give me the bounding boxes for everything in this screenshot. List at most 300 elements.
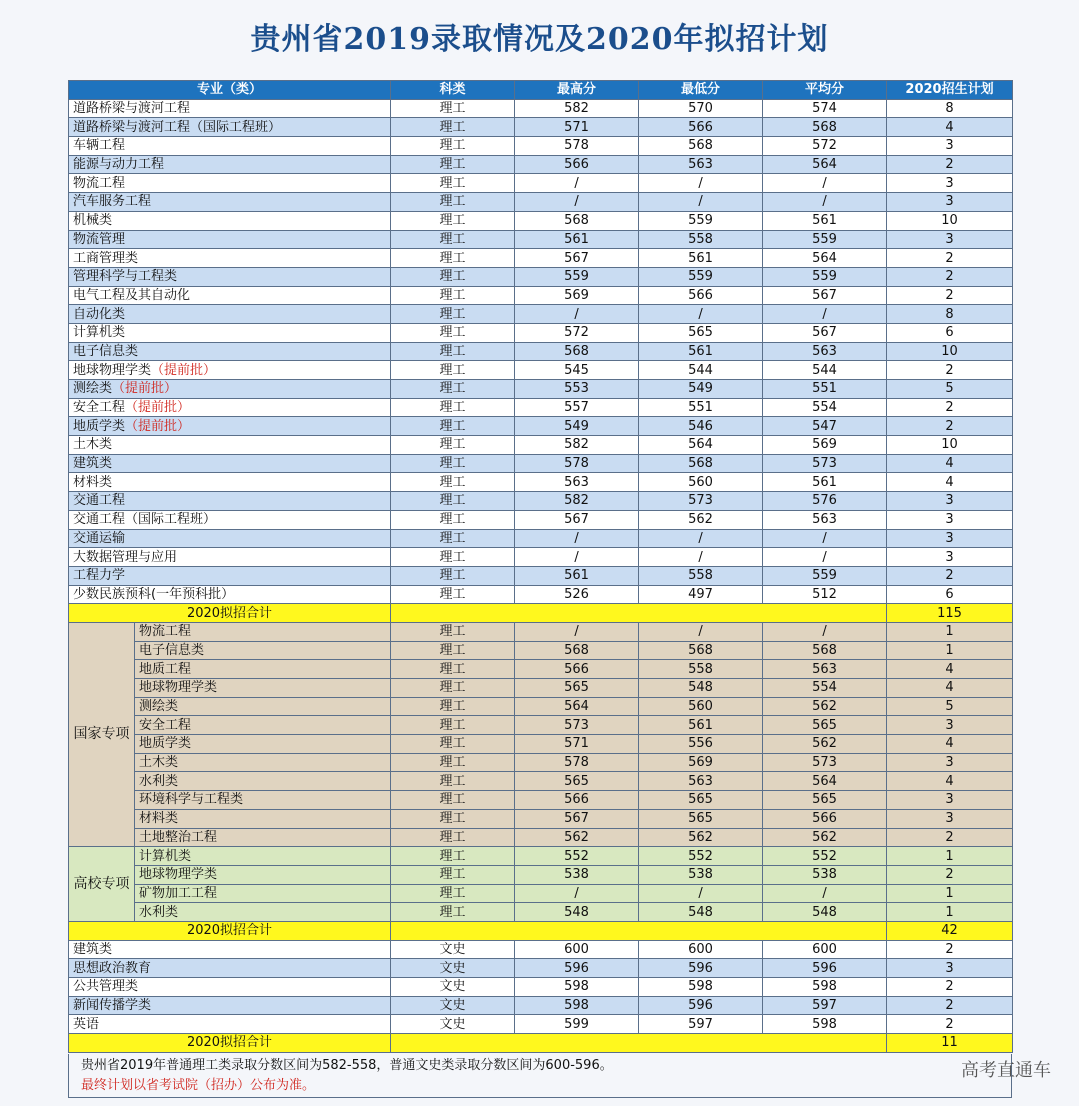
major-name: 地球物理学类	[73, 362, 152, 378]
cell-max: 578	[515, 753, 639, 772]
cell-major: 物流工程	[135, 622, 391, 641]
cell-min: 544	[639, 361, 763, 380]
cell-category: 理工	[391, 622, 515, 641]
cell-major	[69, 473, 391, 492]
cell-avg: 548	[763, 903, 887, 922]
cell-max: /	[515, 193, 639, 212]
cell-max: 553	[515, 380, 639, 399]
table-row	[69, 978, 1013, 997]
cell-category: 理工	[391, 193, 515, 212]
cell-major	[69, 417, 391, 436]
table-row	[69, 99, 1013, 118]
total-value: 115	[887, 604, 1013, 623]
cell-avg: 565	[763, 716, 887, 735]
group-label: 国家专项	[69, 622, 135, 846]
cell-min: 563	[639, 772, 763, 791]
cell-max: 582	[515, 99, 639, 118]
cell-major: 地质工程	[135, 660, 391, 679]
cell-max: 567	[515, 809, 639, 828]
table-row	[69, 193, 1013, 212]
table-row	[69, 510, 1013, 529]
cell-avg: /	[763, 305, 887, 324]
cell-major	[69, 305, 391, 324]
cell-min: 565	[639, 809, 763, 828]
early-batch-tag: （提前批）	[125, 418, 191, 434]
header-row	[69, 81, 1013, 100]
cell-max: 565	[515, 772, 639, 791]
cell-major: 地质学类	[135, 735, 391, 754]
table-row	[69, 398, 1013, 417]
major-name: 道路桥梁与渡河工程（国际工程班）	[73, 119, 282, 135]
cell-max: 526	[515, 585, 639, 604]
header-avg: 平均分	[763, 81, 887, 100]
cell-plan: 2	[887, 267, 1013, 286]
cell-category: 理工	[391, 716, 515, 735]
total-blank	[391, 604, 887, 623]
cell-plan: 3	[887, 753, 1013, 772]
early-batch-tag: （提前批）	[112, 381, 178, 397]
cell-min: 551	[639, 398, 763, 417]
cell-category: 理工	[391, 791, 515, 810]
cell-major: 土地整治工程	[135, 828, 391, 847]
table-row	[69, 1015, 1013, 1034]
header-min: 最低分	[639, 81, 763, 100]
early-batch-tag: （提前批）	[151, 362, 217, 378]
table-row	[69, 137, 1013, 156]
cell-min: 561	[639, 249, 763, 268]
cell-min: /	[639, 174, 763, 193]
cell-plan: 2	[887, 996, 1013, 1015]
major-name: 工商管理类	[73, 250, 139, 266]
cell-avg: 559	[763, 566, 887, 585]
cell-min: 497	[639, 585, 763, 604]
major-name: 管理科学与工程类	[73, 269, 178, 285]
cell-major	[69, 286, 391, 305]
cell-avg: 573	[763, 454, 887, 473]
total-label: 2020拟招合计	[69, 604, 391, 623]
cell-avg: 562	[763, 697, 887, 716]
cell-avg: 564	[763, 249, 887, 268]
major-name: 工程力学	[73, 568, 126, 584]
cell-plan: 2	[887, 1015, 1013, 1034]
cell-major: 地球物理学类	[135, 679, 391, 698]
cell-plan: 1	[887, 641, 1013, 660]
major-name: 土木类	[73, 437, 113, 453]
cell-min: /	[639, 622, 763, 641]
cell-category: 理工	[391, 529, 515, 548]
cell-avg: 596	[763, 959, 887, 978]
cell-max: 557	[515, 398, 639, 417]
cell-avg: /	[763, 548, 887, 567]
cell-max: /	[515, 548, 639, 567]
cell-plan: 6	[887, 585, 1013, 604]
cell-major: 矿物加工工程	[135, 884, 391, 903]
cell-min: 559	[639, 267, 763, 286]
cell-avg: 576	[763, 492, 887, 511]
table-row	[69, 884, 1013, 903]
cell-plan: 3	[887, 809, 1013, 828]
cell-major	[69, 230, 391, 249]
table-row	[69, 473, 1013, 492]
table-row	[69, 828, 1013, 847]
table-row	[69, 342, 1013, 361]
cell-category: 理工	[391, 697, 515, 716]
cell-min: 568	[639, 641, 763, 660]
cell-plan: 2	[887, 155, 1013, 174]
cell-min: 548	[639, 679, 763, 698]
cell-major	[69, 380, 391, 399]
table-row	[69, 622, 1013, 641]
cell-category: 理工	[391, 137, 515, 156]
table-row	[69, 697, 1013, 716]
cell-plan: 1	[887, 622, 1013, 641]
cell-plan: 3	[887, 137, 1013, 156]
cell-category: 理工	[391, 230, 515, 249]
table-row	[69, 566, 1013, 585]
cell-plan: 2	[887, 417, 1013, 436]
cell-category: 理工	[391, 305, 515, 324]
cell-plan: 1	[887, 903, 1013, 922]
cell-min: 566	[639, 118, 763, 137]
cell-max: 600	[515, 940, 639, 959]
cell-major	[69, 267, 391, 286]
cell-max: 567	[515, 249, 639, 268]
major-name: 计算机类	[73, 325, 126, 341]
cell-max: 566	[515, 660, 639, 679]
cell-category: 理工	[391, 380, 515, 399]
total-blank	[391, 1034, 887, 1053]
cell-category: 理工	[391, 753, 515, 772]
table-row	[69, 230, 1013, 249]
cell-major	[69, 510, 391, 529]
cell-major	[69, 155, 391, 174]
cell-category: 理工	[391, 417, 515, 436]
cell-category: 理工	[391, 174, 515, 193]
cell-min: 566	[639, 286, 763, 305]
cell-min: 569	[639, 753, 763, 772]
cell-max: 573	[515, 716, 639, 735]
table-row	[69, 361, 1013, 380]
cell-major: 水利类	[135, 903, 391, 922]
cell-major: 思想政治教育	[69, 959, 391, 978]
cell-max: 571	[515, 735, 639, 754]
cell-max: 566	[515, 155, 639, 174]
cell-category: 理工	[391, 473, 515, 492]
cell-major: 地球物理学类	[135, 865, 391, 884]
table-row	[69, 679, 1013, 698]
header-category: 科类	[391, 81, 515, 100]
cell-major	[69, 118, 391, 137]
cell-category: 理工	[391, 249, 515, 268]
cell-category: 理工	[391, 267, 515, 286]
cell-avg: 561	[763, 473, 887, 492]
cell-max: 571	[515, 118, 639, 137]
watermark: 高考直通车	[961, 1060, 1051, 1081]
total-blank	[391, 921, 887, 940]
cell-min: 600	[639, 940, 763, 959]
major-name: 测绘类	[73, 381, 113, 397]
major-name: 电子信息类	[73, 343, 139, 359]
cell-plan: 2	[887, 828, 1013, 847]
cell-plan: 2	[887, 978, 1013, 997]
table-row	[69, 660, 1013, 679]
total-value: 42	[887, 921, 1013, 940]
cell-plan: 4	[887, 679, 1013, 698]
cell-category: 理工	[391, 155, 515, 174]
table-row	[69, 716, 1013, 735]
cell-category: 理工	[391, 585, 515, 604]
cell-avg: 538	[763, 865, 887, 884]
cell-category: 理工	[391, 660, 515, 679]
cell-plan: 2	[887, 286, 1013, 305]
cell-avg: 544	[763, 361, 887, 380]
cell-max: 569	[515, 286, 639, 305]
table-row	[69, 548, 1013, 567]
cell-avg: /	[763, 884, 887, 903]
cell-major	[69, 585, 391, 604]
cell-avg: 564	[763, 155, 887, 174]
cell-plan: 5	[887, 697, 1013, 716]
cell-max: 568	[515, 211, 639, 230]
cell-min: 573	[639, 492, 763, 511]
cell-max: 538	[515, 865, 639, 884]
cell-max: 559	[515, 267, 639, 286]
cell-max: 582	[515, 492, 639, 511]
major-name: 能源与动力工程	[73, 157, 165, 173]
cell-avg: 598	[763, 978, 887, 997]
cell-min: 561	[639, 716, 763, 735]
cell-avg: 568	[763, 118, 887, 137]
cell-max: 562	[515, 828, 639, 847]
cell-avg: 561	[763, 211, 887, 230]
cell-min: 559	[639, 211, 763, 230]
cell-min: 568	[639, 137, 763, 156]
cell-avg: /	[763, 174, 887, 193]
cell-min: 568	[639, 454, 763, 473]
cell-major	[69, 436, 391, 455]
cell-major	[69, 454, 391, 473]
table-row	[69, 155, 1013, 174]
cell-plan: 3	[887, 791, 1013, 810]
table-row	[69, 735, 1013, 754]
header-max: 最高分	[515, 81, 639, 100]
cell-plan: 2	[887, 361, 1013, 380]
cell-plan: 4	[887, 473, 1013, 492]
cell-plan: 8	[887, 99, 1013, 118]
cell-major	[69, 398, 391, 417]
cell-avg: 600	[763, 940, 887, 959]
cell-plan: 2	[887, 865, 1013, 884]
table-row	[69, 249, 1013, 268]
table-row	[69, 791, 1013, 810]
cell-min: 558	[639, 230, 763, 249]
cell-category: 理工	[391, 323, 515, 342]
table-row	[69, 959, 1013, 978]
table-row	[69, 996, 1013, 1015]
cell-category: 理工	[391, 454, 515, 473]
cell-max: 563	[515, 473, 639, 492]
footnote	[68, 1054, 1012, 1098]
cell-plan: 3	[887, 492, 1013, 511]
cell-category: 理工	[391, 847, 515, 866]
cell-plan: 8	[887, 305, 1013, 324]
cell-major	[69, 249, 391, 268]
cell-category: 理工	[391, 548, 515, 567]
cell-plan: 4	[887, 660, 1013, 679]
cell-avg: 562	[763, 828, 887, 847]
major-name: 建筑类	[73, 456, 113, 472]
cell-plan: 3	[887, 193, 1013, 212]
cell-major: 公共管理类	[69, 978, 391, 997]
major-name: 道路桥梁与渡河工程	[73, 101, 191, 117]
header-plan: 2020招生计划	[887, 81, 1013, 100]
cell-min: 596	[639, 996, 763, 1015]
cell-plan: 10	[887, 342, 1013, 361]
table-row	[69, 286, 1013, 305]
cell-min: 596	[639, 959, 763, 978]
cell-major: 土木类	[135, 753, 391, 772]
cell-plan: 3	[887, 529, 1013, 548]
cell-max: 578	[515, 454, 639, 473]
cell-major	[69, 492, 391, 511]
cell-min: 562	[639, 828, 763, 847]
cell-plan: 3	[887, 510, 1013, 529]
cell-max: /	[515, 884, 639, 903]
cell-max: 568	[515, 641, 639, 660]
cell-category: 理工	[391, 735, 515, 754]
cell-plan: 10	[887, 436, 1013, 455]
cell-category: 文史	[391, 959, 515, 978]
cell-max: 565	[515, 679, 639, 698]
cell-avg: 597	[763, 996, 887, 1015]
table-row	[69, 118, 1013, 137]
cell-plan: 2	[887, 398, 1013, 417]
cell-max: 567	[515, 510, 639, 529]
cell-avg: 565	[763, 791, 887, 810]
cell-major: 测绘类	[135, 697, 391, 716]
cell-major	[69, 99, 391, 118]
cell-min: 548	[639, 903, 763, 922]
cell-major	[69, 342, 391, 361]
cell-category: 理工	[391, 566, 515, 585]
total-value: 11	[887, 1034, 1013, 1053]
major-name: 物流管理	[73, 231, 126, 247]
cell-major	[69, 174, 391, 193]
cell-category: 理工	[391, 865, 515, 884]
cell-major: 电子信息类	[135, 641, 391, 660]
cell-min: 563	[639, 155, 763, 174]
major-name: 安全工程	[73, 400, 126, 416]
cell-category: 理工	[391, 510, 515, 529]
cell-avg: 566	[763, 809, 887, 828]
cell-min: 565	[639, 323, 763, 342]
cell-category: 理工	[391, 679, 515, 698]
cell-max: 599	[515, 1015, 639, 1034]
cell-plan: 4	[887, 735, 1013, 754]
cell-category: 理工	[391, 809, 515, 828]
cell-max: 598	[515, 978, 639, 997]
cell-avg: 569	[763, 436, 887, 455]
major-name: 自动化类	[73, 306, 126, 322]
cell-max: 598	[515, 996, 639, 1015]
total-label: 2020拟招合计	[69, 921, 391, 940]
cell-avg: 567	[763, 286, 887, 305]
cell-major: 计算机类	[135, 847, 391, 866]
cell-min: 564	[639, 436, 763, 455]
cell-min: /	[639, 529, 763, 548]
table-row	[69, 267, 1013, 286]
cell-plan: 2	[887, 566, 1013, 585]
total-row	[69, 604, 1013, 623]
major-name: 交通工程（国际工程班）	[73, 512, 217, 528]
cell-category: 文史	[391, 940, 515, 959]
major-name: 交通工程	[73, 493, 126, 509]
cell-plan: 3	[887, 959, 1013, 978]
cell-avg: 563	[763, 660, 887, 679]
cell-max: 572	[515, 323, 639, 342]
cell-plan: 3	[887, 174, 1013, 193]
table-row	[69, 903, 1013, 922]
cell-max: /	[515, 622, 639, 641]
major-name: 物流工程	[73, 175, 126, 191]
admission-table	[68, 80, 1013, 1053]
cell-max: 548	[515, 903, 639, 922]
major-name: 汽车服务工程	[73, 194, 152, 210]
cell-max: /	[515, 305, 639, 324]
cell-min: 598	[639, 978, 763, 997]
cell-avg: /	[763, 193, 887, 212]
page-title: 贵州省2019录取情况及2020年拟招计划	[250, 22, 829, 57]
cell-major	[69, 566, 391, 585]
cell-category: 理工	[391, 641, 515, 660]
cell-max: 552	[515, 847, 639, 866]
cell-max: 561	[515, 566, 639, 585]
cell-min: 562	[639, 510, 763, 529]
cell-max: 566	[515, 791, 639, 810]
cell-avg: /	[763, 529, 887, 548]
cell-major	[69, 361, 391, 380]
cell-plan: 4	[887, 454, 1013, 473]
table-row	[69, 529, 1013, 548]
cell-major	[69, 548, 391, 567]
cell-category: 文史	[391, 1015, 515, 1034]
cell-avg: 554	[763, 679, 887, 698]
cell-min: 570	[639, 99, 763, 118]
cell-min: /	[639, 548, 763, 567]
cell-min: 538	[639, 865, 763, 884]
major-name: 大数据管理与应用	[73, 549, 178, 565]
cell-min: 546	[639, 417, 763, 436]
cell-avg: /	[763, 622, 887, 641]
cell-max: 545	[515, 361, 639, 380]
cell-avg: 564	[763, 772, 887, 791]
cell-max: 561	[515, 230, 639, 249]
cell-avg: 573	[763, 753, 887, 772]
cell-category: 理工	[391, 99, 515, 118]
cell-max: 568	[515, 342, 639, 361]
table-row	[69, 380, 1013, 399]
cell-plan: 3	[887, 548, 1013, 567]
cell-category: 理工	[391, 211, 515, 230]
table-row	[69, 865, 1013, 884]
cell-category: 理工	[391, 342, 515, 361]
table-row	[69, 585, 1013, 604]
header-major: 专业（类）	[69, 81, 391, 100]
cell-plan: 4	[887, 772, 1013, 791]
cell-category: 理工	[391, 903, 515, 922]
cell-max: /	[515, 529, 639, 548]
cell-max: 578	[515, 137, 639, 156]
